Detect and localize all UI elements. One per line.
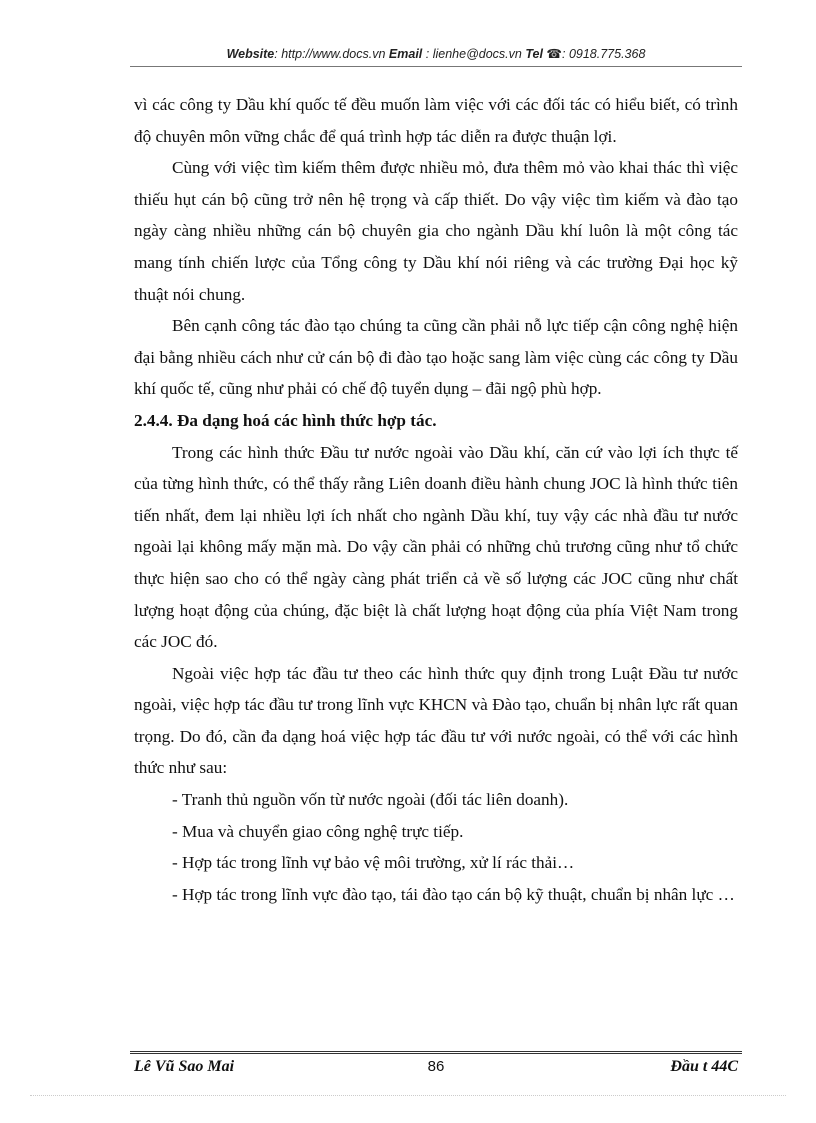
page-number: 86 bbox=[427, 1058, 445, 1075]
paragraph-1: vì các công ty Dầu khí quốc tế đều muốn làm việc với các đối tác có hiểu biết, có trình độ chuyên môn vững chắc để quá trình hợp tác diễn ra được thuận lợi. bbox=[134, 95, 738, 146]
footer-class: Đầu t 44C bbox=[670, 1058, 738, 1075]
email-label: Email bbox=[388, 47, 423, 61]
page-header bbox=[130, 46, 742, 61]
email-value: : lienhe@docs.vn bbox=[425, 47, 522, 61]
footer-divider bbox=[130, 1051, 742, 1054]
bullet-item: - Hợp tác trong lĩnh vự bảo vệ môi trường, xử lí rác thải… bbox=[172, 853, 575, 873]
bullet-item: - Tranh thủ nguồn vốn từ nước ngoài (đối tác liên doanh). bbox=[172, 790, 569, 810]
paragraph-4: Trong các hình thức Đầu tư nước ngoài vào Dầu khí, căn cứ vào lợi ích thực tế của từng hình thức, có thể thấy rằng Liên doanh điều hành chung JOC là hình thức tiên tiến nhất, đem lại nhiều lợi ích nhất cho ngành Dầu khí, tuy vậy các nhà đầu tư nước ngoài lại không mấy mặn mà. Do vậy cần phải có những chủ trương cũng như tổ chức thực hiện sao cho có thể ngày càng phát triển cả về số lượng các JOC cũng như chất lượng hoạt động của chúng, đặc biệt là chất lượng hoạt động của phía Việt Nam trong các JOC đó. bbox=[134, 442, 738, 652]
tel-value: : 0918.775.368 bbox=[562, 47, 646, 61]
tel-label: Tel bbox=[525, 47, 543, 61]
paragraph-2: Cùng với việc tìm kiếm thêm được nhiều mỏ, đưa thêm mỏ vào khai thác thì việc thiếu hụt cán bộ cũng trở nên hệ trọng và cấp thiết. Do vậy việc tìm kiếm và đào tạo ngày càng nhiều những cán bộ chuyên gia cho ngành Dầu khí luôn là một công tác mang tính chiến lược của Tổng công ty Dầu khí nói riêng và các trường Đại học kỹ thuật nói chung. bbox=[134, 158, 738, 304]
website-value: : http://www.docs.vn bbox=[274, 47, 386, 61]
header-divider bbox=[130, 66, 742, 67]
paragraph-5: Ngoài việc hợp tác đầu tư theo các hình thức quy định trong Luật Đầu tư nước ngoài, việc hợp tác đầu tư trong lĩnh vực KHCN và Đào tạo, chuẩn bị nhân lực rất quan trọng. Do đó, cần đa dạng hoá việc hợp tác đầu tư với nước ngoài, có thể với các hình thức như sau: bbox=[134, 663, 738, 778]
paragraph-3: Bên cạnh công tác đào tạo chúng ta cũng cần phải nỗ lực tiếp cận công nghệ hiện đại bằng nhiều cách như cử cán bộ đi đào tạo hoặc sang làm việc cùng các công ty Dầu khí quốc tế, cũng như phải có chế độ tuyển dụng – đãi ngộ phù hợp. bbox=[134, 316, 738, 399]
phone-icon: ☎ bbox=[546, 47, 562, 61]
section-heading: 2.4.4. Đa dạng hoá các hình thức hợp tác. bbox=[134, 410, 437, 430]
bullet-item: - Hợp tác trong lĩnh vực đào tạo, tái đào tạo cán bộ kỹ thuật, chuẩn bị nhân lực … bbox=[172, 884, 735, 904]
website-label: Website bbox=[226, 47, 275, 61]
page-footer bbox=[134, 1058, 738, 1082]
document-body bbox=[134, 89, 738, 910]
bullet-item: - Mua và chuyển giao công nghệ trực tiếp. bbox=[172, 821, 464, 841]
footer-author: Lê Vũ Sao Mai bbox=[134, 1058, 235, 1075]
page-bottom-border bbox=[30, 1095, 786, 1096]
